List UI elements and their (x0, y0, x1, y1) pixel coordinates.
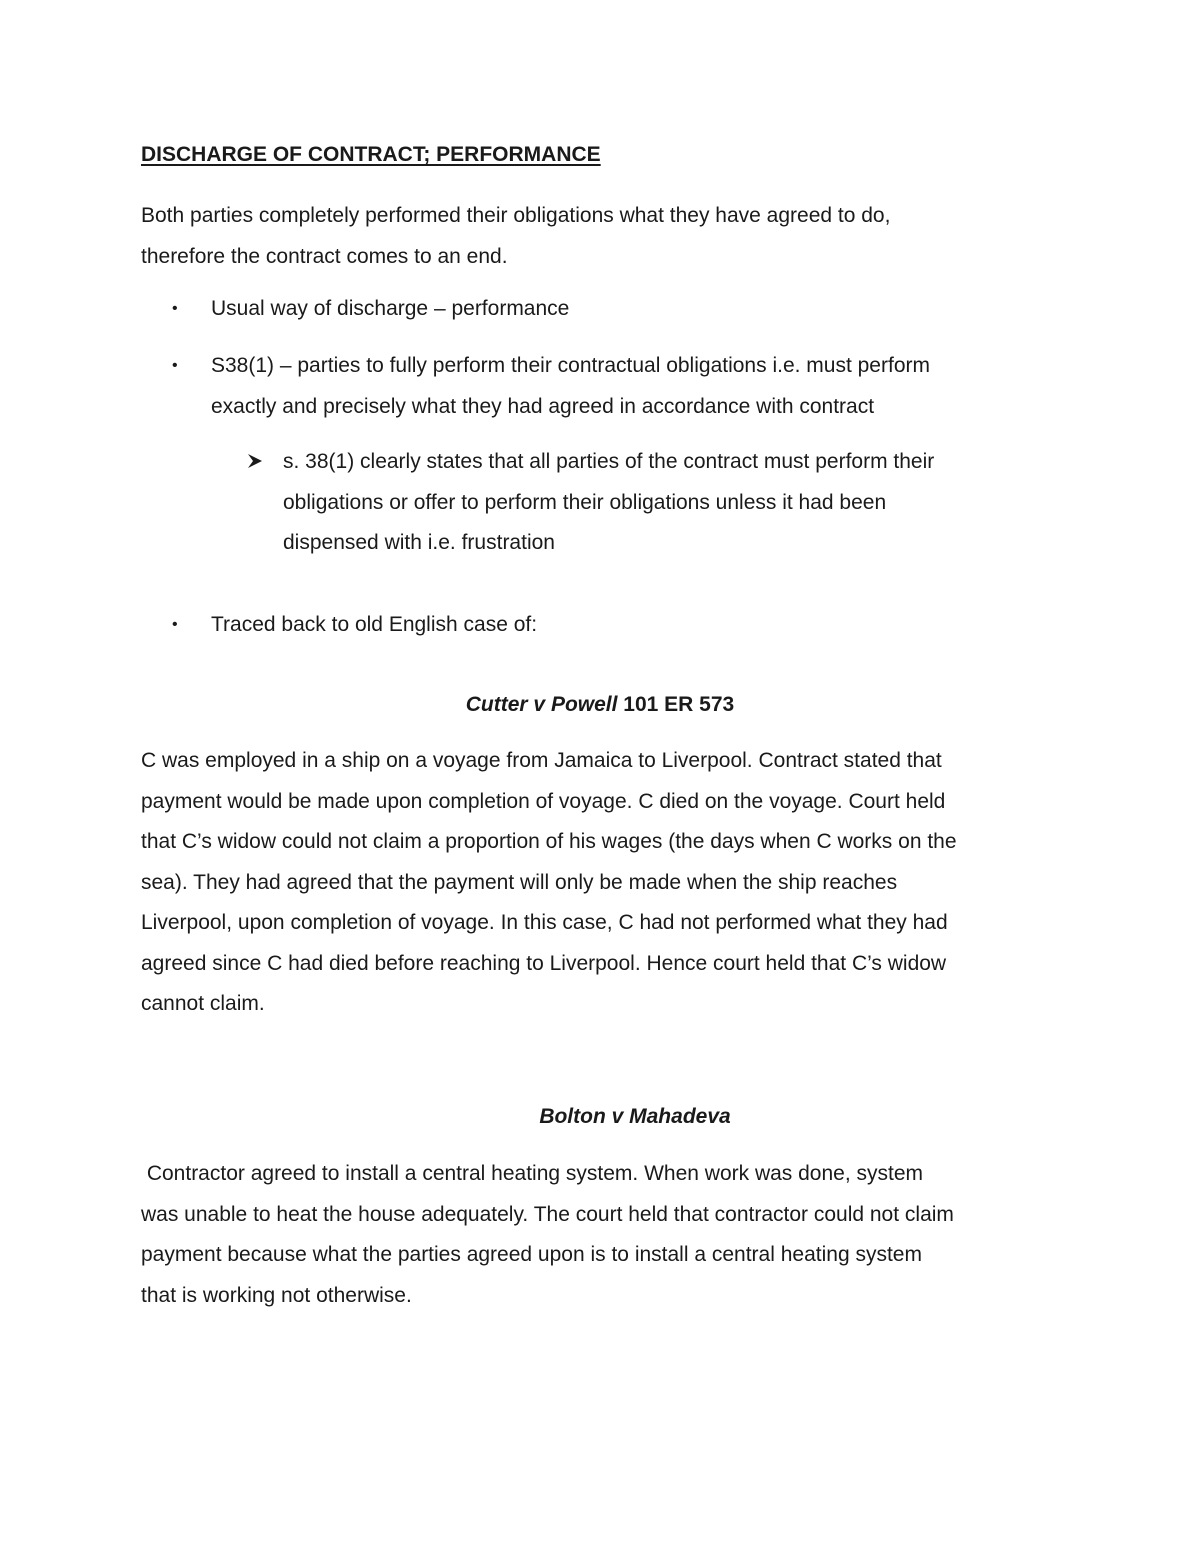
case-name: Cutter v Powell (465, 693, 618, 716)
bullet-text (211, 345, 1032, 427)
arrowhead-icon (245, 442, 283, 564)
bullet-icon: • (172, 300, 178, 317)
case-line: sea). They had agreed that the payment will only be made when the ship reaches (141, 870, 898, 894)
case-line: payment would be made upon completion of voyage. C died on the voyage. Court held (141, 789, 946, 813)
case-line: Liverpool, upon completion of voyage. In this case, C had not performed what they had (141, 911, 948, 934)
case-line: was unable to heat the house adequately. The court held that contractor could not claim (141, 1202, 954, 1226)
intro-paragraph (141, 196, 1076, 277)
sub-bullet-line: obligations or offer to perform their obligations unless it had been (283, 490, 887, 514)
case-line: Contractor agreed to install a central heating system. When work was done, system (141, 1162, 924, 1185)
intro-line: Both parties completely performed their obligations what they have agreed to do, (141, 204, 891, 227)
list-item (172, 288, 1032, 329)
case-line: that C’s widow could not claim a proportion of his wages (the days when C works on the (141, 830, 957, 853)
case-summary (141, 1154, 1076, 1316)
sub-bullet-line: dispensed with i.e. frustration (283, 531, 555, 554)
case-line: that is working not otherwise. (141, 1283, 412, 1307)
bullet-text: Traced back to old English case of: (211, 613, 538, 636)
bullet-icon: • (172, 357, 178, 374)
list-item (172, 604, 1032, 645)
case-title (0, 693, 1200, 717)
bullet-text: Usual way of discharge – performance (211, 297, 570, 320)
sub-bullet-line: s. 38(1) clearly states that all parties of the contract must perform their (283, 450, 935, 473)
case-line: cannot claim. (141, 992, 265, 1015)
case-name: Bolton v Mahadeva (539, 1105, 731, 1128)
bullet-line: exactly and precisely what they had agreed in accordance with contract (211, 395, 875, 418)
sub-bullet-text (283, 442, 1045, 564)
intro-line: therefore the contract comes to an end. (141, 244, 508, 268)
sub-list-item (245, 442, 1045, 564)
case-title (35, 1105, 1200, 1129)
bullet-line: S38(1) – parties to fully perform their contractual obligations i.e. must perform (211, 354, 930, 377)
case-summary (141, 741, 1076, 1025)
list-item (172, 345, 1032, 427)
case-citation: 101 ER 573 (617, 693, 735, 716)
page-title: DISCHARGE OF CONTRACT; PERFORMANCE (141, 143, 601, 166)
bullet-icon: • (172, 616, 178, 633)
case-line: C was employed in a ship on a voyage from Jamaica to Liverpool. Contract stated that (141, 749, 942, 772)
case-line: payment because what the parties agreed upon is to install a central heating system (141, 1243, 922, 1266)
case-line: agreed since C had died before reaching to Liverpool. Hence court held that C’s widow (141, 951, 947, 975)
